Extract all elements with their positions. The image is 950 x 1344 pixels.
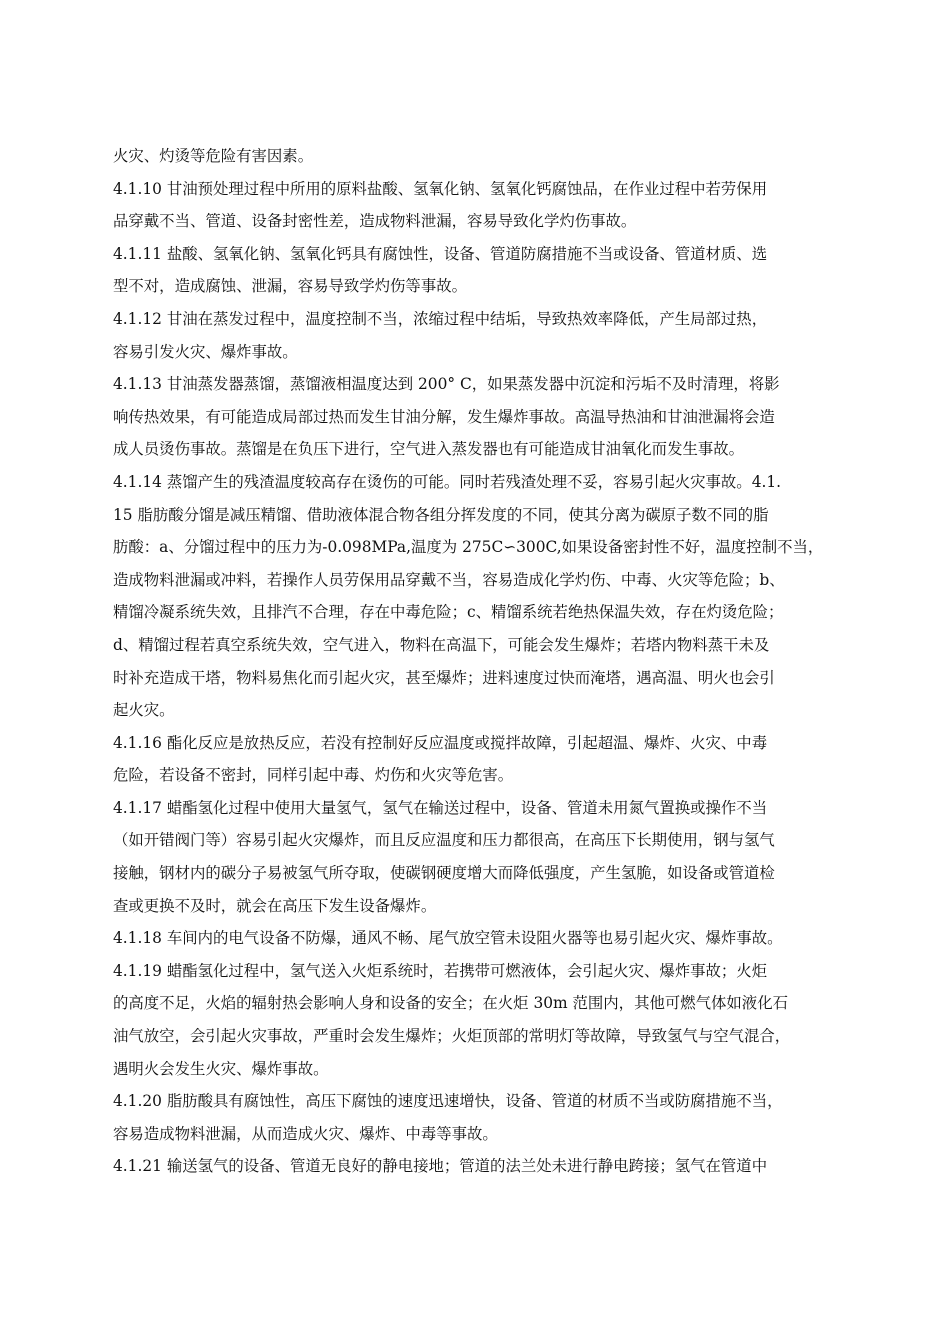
text-line: 火灾、灼烫等危险有害因素。	[113, 147, 314, 165]
text-line: 肪酸：a、分馏过程中的压力为-0.098MPa,温度为 275C∽300C,如果设备密封性不好，温度控制不当，	[113, 538, 824, 557]
text-line: 品穿戴不当、管道、设备封密性差，造成物料泄漏，容易导致化学灼伤事故。	[113, 212, 637, 231]
text-line: 时补充造成干塔，物料易焦化而引起火灾，甚至爆炸；进料速度过快而淹塔，遇高温、明火也会引	[113, 668, 775, 687]
text-line: 容易造成物料泄漏，从而造成火灾、爆炸、中毒等事故。	[113, 1124, 498, 1143]
text-line: 15 脂肪酸分馏是减压精馏、借助液体混合物各组分挥发度的不同，使其分离为碳原子数不同的脂	[113, 505, 769, 524]
text-line: 4.1.10 甘油预处理过程中所用的原料盐酸、氢氧化钠、氢氧化钙腐蚀品，在作业过程中若劳保用	[113, 179, 768, 198]
text-line: 4.1.11 盐酸、氢氧化钠、氢氧化钙具有腐蚀性，设备、管道防腐措施不当或设备、管道材质、选	[113, 244, 768, 263]
document-body	[113, 140, 863, 1183]
text-line: 造成物料泄漏或冲料，若操作人员劳保用品穿戴不当，容易造成化学灼伤、中毒、火灾等危险；b、	[113, 570, 785, 589]
text-line: 4.1.16 酯化反应是放热反应，若没有控制好反应温度或搅拌故障，引起超温、爆炸、火灾、中毒	[113, 733, 768, 752]
text-line: 查或更换不及时，就会在高压下发生设备爆炸。	[113, 896, 437, 915]
text-line: 油气放空，会引起火灾事故，严重时会发生爆炸；火炬顶部的常明灯等故障，导致氢气与空气混合，	[113, 1027, 791, 1046]
text-line: 精馏冷凝系统失效，且排汽不合理，存在中毒危险；c、精馏系统若绝热保温失效，存在灼烫危险；	[113, 603, 784, 622]
text-line: 起火灾。	[113, 701, 175, 720]
text-line: 4.1.18 车间内的电气设备不防爆，通风不畅、尾气放空管未设阻火器等也易引起火灾、爆炸事故。	[113, 929, 783, 948]
text-line: 型不对，造成腐蚀、泄漏，容易导致学灼伤等事故。	[113, 277, 467, 296]
text-line: 4.1.17 蜡酯氢化过程中使用大量氢气，氢气在输送过程中，设备、管道未用氮气置换或操作不当	[113, 798, 768, 817]
text-line: 4.1.13 甘油蒸发器蒸馏，蒸馏液相温度达到 200° C，如果蒸发器中沉淀和污垢不及时清理，将影	[113, 375, 780, 394]
text-line: 4.1.14 蒸馏产生的残渣温度较高存在烫伤的可能。同时若残渣处理不妥，容易引起火灾事故。4.1.	[113, 472, 782, 491]
text-line: 4.1.20 脂肪酸具有腐蚀性，高压下腐蚀的速度迅速增快，设备、管道的材质不当或防腐措施不当，	[113, 1092, 783, 1111]
text-line: 危险，若设备不密封，同样引起中毒、灼伤和火灾等危害。	[113, 766, 514, 785]
text-line: d、精馏过程若真空系统失效，空气进入，物料在高温下，可能会发生爆炸；若塔内物料蒸干未及	[113, 635, 770, 654]
text-line: 4.1.21 输送氢气的设备、管道无良好的静电接地；管道的法兰处未进行静电跨接；氢气在管道中	[113, 1157, 768, 1176]
text-line: 成人员烫伤事故。蒸馏是在负压下进行，空气进入蒸发器也有可能造成甘油氧化而发生事故。	[113, 440, 745, 459]
text-line: 4.1.12 甘油在蒸发过程中，温度控制不当，浓缩过程中结垢，导致热效率降低，产生局部过热，	[113, 309, 768, 328]
text-line: 的高度不足，火焰的辐射热会影响人身和设备的安全；在火炬 30m 范围内，其他可燃气体如液化石	[113, 994, 788, 1013]
text-line: （如开错阀门等）容易引起火灾爆炸，而且反应温度和压力都很高，在高压下长期使用，钢与氢气	[113, 831, 775, 850]
text-line: 响传热效果，有可能造成局部过热而发生甘油分解，发生爆炸事故。高温导热油和甘油泄漏将会造	[113, 407, 775, 426]
text-line: 4.1.19 蜡酯氢化过程中，氢气送入火炬系统时，若携带可燃液体，会引起火灾、爆炸事故；火炬	[113, 961, 768, 980]
text-line: 容易引发火灾、爆炸事故。	[113, 342, 298, 361]
text-line: 接触，钢材内的碳分子易被氢气所夺取，使碳钢硬度增大而降低强度，产生氢脆，如设备或管道检	[113, 864, 775, 883]
text-line: 遇明火会发生火灾、爆炸事故。	[113, 1059, 329, 1078]
